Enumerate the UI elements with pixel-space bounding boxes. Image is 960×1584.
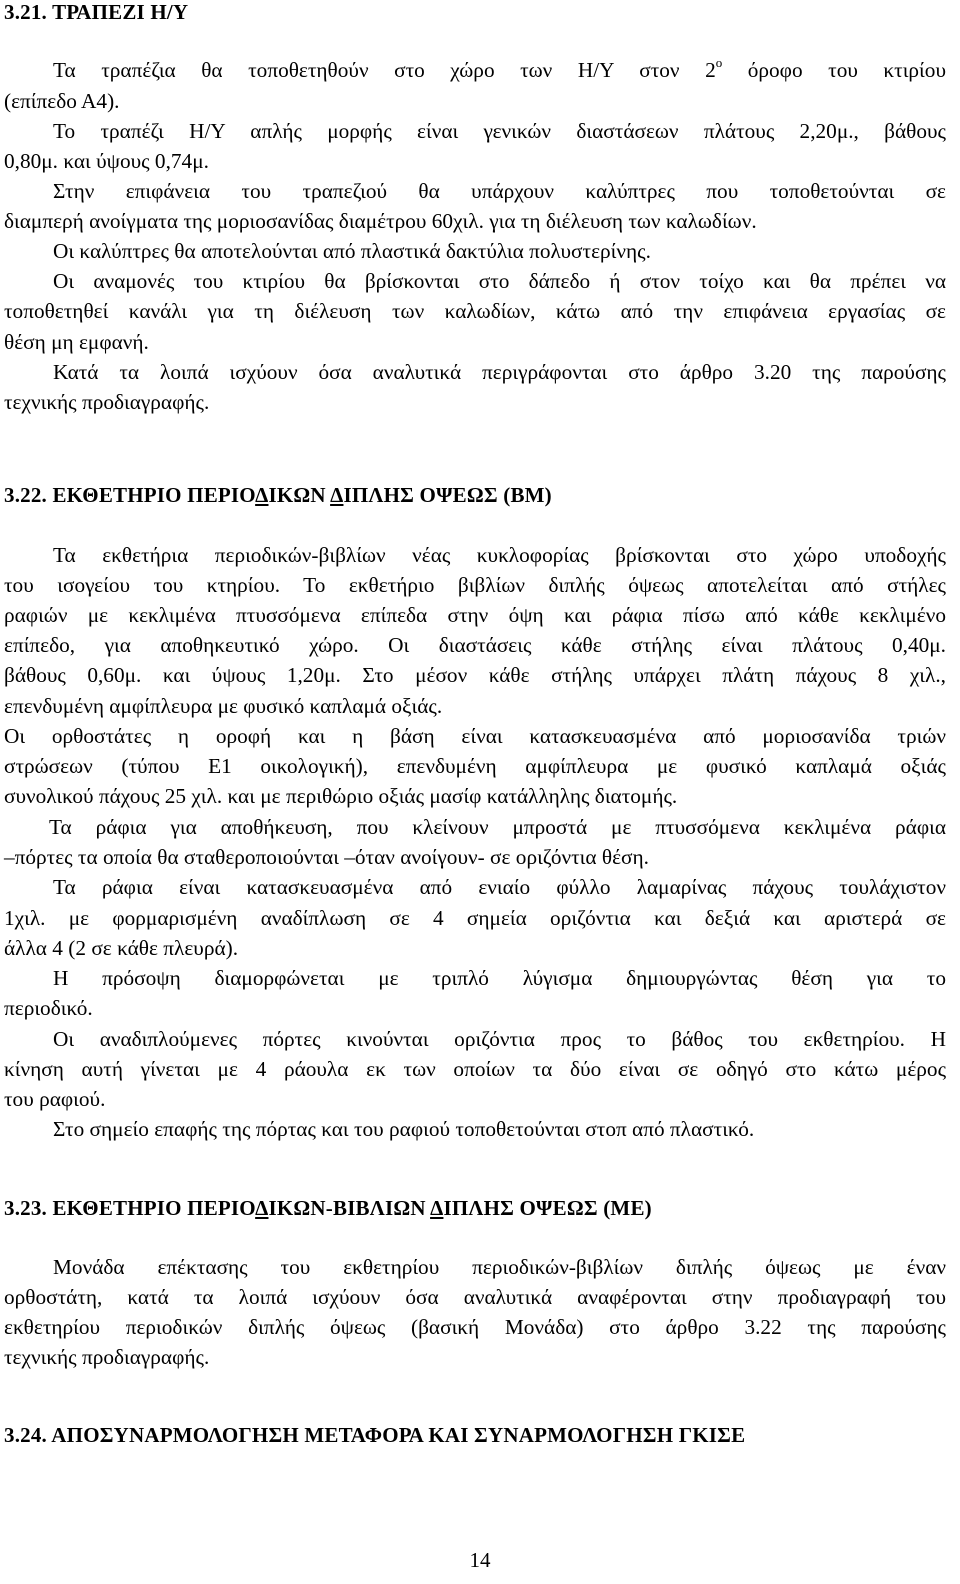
paragraph-line: Οι ορθοστάτες η οροφή και η βάση είναι κατασκευασμένα από μοριοσανίδα τριών (4, 724, 946, 748)
section-heading-3-24: 3.24. ΑΠΟΣΥΝΑΡΜΟΛΟΓΗΣΗ ΜΕΤΑΦΟΡΑ ΚΑΙ ΣΥΝΑΡΜΟΛΟΓΗΣΗ ΓΚΙΣΕ (4, 1423, 746, 1447)
heading-text: ΙΠΛΗΣ ΟΨΕΩΣ (ΜΕ) (443, 1196, 652, 1220)
paragraph-line: ραφιών με κεκλιμένα πτυσσόμενα επίπεδα στην όψη και ράφια πίσω από κάθε κεκλιμένο (4, 603, 946, 627)
paragraph-line: θέση μη εμφανή. (4, 330, 149, 354)
paragraph-line: εκθετηρίου περιοδικών διπλής όψεως (βασική Μονάδα) στο άρθρο 3.22 της παρούσης (4, 1315, 946, 1339)
paragraph-line: Τα εκθετήρια περιοδικών-βιβλίων νέας κυκλοφορίας βρίσκονται στο χώρο υποδοχής (53, 543, 946, 567)
paragraph-line: Οι αναδιπλούμενες πόρτες κινούνται οριζόντια προς το βάθος του εκθετηρίου. Η (53, 1027, 946, 1051)
paragraph-line: του ισογείου του κτηρίου. Το εκθετήριο βιβλίων διπλής όψεως αποτελείται από στήλες (4, 573, 946, 597)
paragraph-line: Κατά τα λοιπά ισχύουν όσα αναλυτικά περιγράφονται στο άρθρο 3.20 της παρούσης (53, 360, 946, 384)
paragraph-line (53, 54, 946, 82)
paragraph-line: Μονάδα επέκτασης του εκθετηρίου περιοδικών-βιβλίων διπλής όψεως με έναν (53, 1255, 946, 1279)
superscript: ο (715, 54, 723, 70)
heading-text-underlined: Δ (330, 483, 344, 507)
heading-text: ΙΚΩΝ (268, 483, 331, 507)
text-span: Τα τραπέζια θα τοποθετηθούν στο χώρο των Η/Υ στον 2 (53, 58, 716, 82)
paragraph-line: άλλα 4 (2 σε κάθε πλευρά). (4, 936, 239, 960)
paragraph-line: τοποθετηθεί κανάλι για τη διέλευση των καλωδίων, κάτω από την επιφάνεια εργασίας σε (4, 299, 946, 323)
heading-text: ΙΠΛΗΣ ΟΨΕΩΣ (ΒΜ) (343, 483, 552, 507)
paragraph-line: συνολικού πάχους 25 χιλ. και με περιθώριο οξιάς μασίφ κατάλληλης διατομής. (4, 784, 678, 808)
paragraph-line: επίπεδο, για αποθηκευτικό χώρο. Οι διαστάσεις κάθε στήλης είναι πλάτους 0,40μ. (4, 633, 946, 657)
paragraph-line: περιοδικό. (4, 996, 93, 1020)
heading-text: 3.23. ΕΚΘΕΤΗΡΙΟ ΠΕΡΙΟ (4, 1196, 256, 1220)
section-heading-3-22 (4, 483, 552, 507)
heading-text: ΙΚΩΝ-ΒΙΒΛΙΩΝ (268, 1196, 431, 1220)
heading-text-underlined: Δ (255, 1196, 269, 1220)
paragraph-line: κίνηση αυτή γίνεται με 4 ράουλα εκ των οποίων τα δύο είναι σε οδηγό στο κάτω μέρος (4, 1057, 946, 1081)
paragraph-line: στρώσεων (τύπου Ε1 οικολογική), επενδυμένη αμφίπλευρα με φυσικό καπλαμά οξιάς (4, 754, 946, 778)
heading-text-underlined: Δ (255, 483, 269, 507)
section-heading-3-21: 3.21. ΤΡΑΠΕΖΙ Η/Υ (4, 0, 189, 24)
paragraph-line: Τα ράφια για αποθήκευση, που κλείνουν μπροστά με πτυσσόμενα κεκλιμένα ράφια (49, 815, 946, 839)
paragraph-line: τεχνικής προδιαγραφής. (4, 1345, 210, 1369)
text-span: όροφο του κτιρίου (722, 58, 946, 82)
heading-text: 3.22. ΕΚΘΕΤΗΡΙΟ ΠΕΡΙΟ (4, 483, 256, 507)
paragraph-line: Οι καλύπτρες θα αποτελούνται από πλαστικά δακτύλια πολυστερίνης. (53, 239, 651, 263)
paragraph-line: του ραφιού. (4, 1087, 106, 1111)
paragraph-line: Στο σημείο επαφής της πόρτας και του ραφιού τοποθετούνται στοπ από πλαστικό. (53, 1117, 755, 1141)
paragraph-line: Στην επιφάνεια του τραπεζιού θα υπάρχουν καλύπτρες που τοποθετούνται σε (53, 179, 946, 203)
paragraph-line: –πόρτες τα οποία θα σταθεροποιούνται –όταν ανοίγουν- σε οριζόντια θέση. (4, 845, 649, 869)
section-heading-3-23 (4, 1196, 652, 1220)
paragraph-line: διαμπερή ανοίγματα της μοριοσανίδας διαμέτρου 60χιλ. για τη διέλευση των καλωδίων. (4, 209, 757, 233)
page-number: 14 (469, 1548, 491, 1572)
paragraph-line: Οι αναμονές του κτιρίου θα βρίσκονται στο δάπεδο ή στον τοίχο και θα πρέπει να (53, 269, 946, 293)
paragraph-line: 1χιλ. με φορμαρισμένη αναδίπλωση σε 4 σημεία οριζόντια και δεξιά και αριστερά σε (4, 906, 946, 930)
paragraph-line: Το τραπέζι Η/Υ απλής μορφής είναι γενικών διαστάσεων πλάτους 2,20μ., βάθους (53, 119, 946, 143)
paragraph-line: βάθους 0,60μ. και ύψους 1,20μ. Στο μέσον κάθε στήλης υπάρχει πλάτη πάχους 8 χιλ., (4, 663, 946, 687)
paragraph-line: επενδυμένη αμφίπλευρα με φυσικό καπλαμά οξιάς. (4, 694, 443, 718)
paragraph-line: Η πρόσοψη διαμορφώνεται με τριπλό λύγισμα δημιουργώντας θέση για το (53, 966, 946, 990)
paragraph-line: Τα ράφια είναι κατασκευασμένα από ενιαίο φύλλο λαμαρίνας πάχους τουλάχιστον (53, 875, 946, 899)
heading-text-underlined: Δ (430, 1196, 444, 1220)
paragraph-line: 0,80μ. και ύψους 0,74μ. (4, 149, 209, 173)
paragraph-line: τεχνικής προδιαγραφής. (4, 390, 210, 414)
paragraph-line: (επίπεδο Α4). (4, 89, 120, 113)
paragraph-line: ορθοστάτη, κατά τα λοιπά ισχύουν όσα αναλυτικά αναφέρονται στην προδιαγραφή του (4, 1285, 946, 1309)
